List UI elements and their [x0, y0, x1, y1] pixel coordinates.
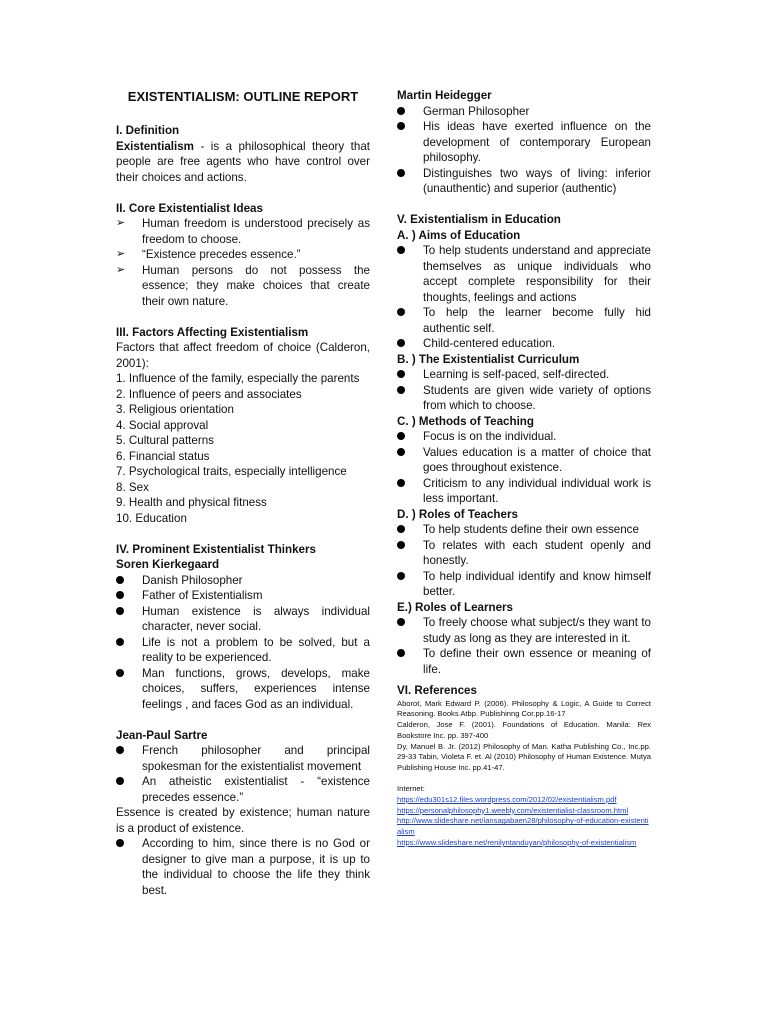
- bullet-icon: [397, 367, 413, 383]
- list-item: Learning is self-paced, self-directed.: [397, 367, 651, 383]
- bullet-icon: [397, 569, 413, 585]
- methods-heading: C. ) Methods of Teaching: [397, 414, 534, 428]
- thinker-sartre-name: Jean-Paul Sartre: [116, 728, 208, 742]
- reference-entry: Aborot, Mark Edward P. (2006). Philosophy & Logic, A Guide to Correct Reasoning. Books Atbp. Publishinng Cor.pp.16-17: [397, 698, 651, 719]
- right-column: [397, 88, 651, 849]
- reference-entry: Dy, Manuel B. Jr. (2012) Philosophy of Man. Katha Publishing Co., Inc.pp. 29-33 Tabin, Violeta F. et. Al (2010) Philosophy of Human Existence. Mutya Publishing House Inc. pp.41-47.: [397, 741, 651, 773]
- list-item: ➢ “Existence precedes essence.”: [116, 248, 301, 261]
- definition-text: - is a philosophical theory that people are free agents who have control over their choices and actions.: [116, 139, 370, 184]
- list-item: German Philosopher: [397, 104, 651, 120]
- list-item: Father of Existentialism: [116, 588, 370, 604]
- sartre-list: [116, 743, 370, 805]
- bullet-icon: [397, 119, 413, 135]
- list-item: Man functions, grows, develops, make choices, suffers, experiences intense feelings , and faces God as an individual.: [116, 666, 370, 713]
- bullet-icon: [397, 429, 413, 445]
- bullet-icon: [116, 588, 132, 604]
- list-item: 8. Sex: [116, 480, 149, 494]
- bullet-icon: [397, 383, 413, 399]
- bullet-icon: [397, 166, 413, 182]
- list-item: 2. Influence of peers and associates: [116, 387, 302, 401]
- definition-paragraph: [116, 139, 370, 186]
- aims-heading: A. ) Aims of Education: [397, 228, 521, 242]
- list-item: ➢ Human freedom is understood precisely as freedom to choose.: [116, 217, 370, 246]
- bullet-icon: [116, 836, 132, 852]
- internet-label: Internet:: [397, 784, 425, 794]
- reference-link[interactable]: https://edu301s12.files.wordpress.com/2012/02/existentialism.pdf: [397, 794, 617, 804]
- reference-entry: Calderon, Jose F. (2001). Foundations of Education. Manila: Rex Bookstore Inc. pp. 397-400: [397, 720, 651, 740]
- list-item: ➢ Human persons do not possess the essence; they make choices that create their own nature.: [116, 263, 370, 308]
- list-item: 5. Cultural patterns: [116, 434, 214, 447]
- list-item: 3. Religious orientation: [116, 403, 234, 416]
- list-item: Human existence is always individual character, never social.: [116, 604, 370, 635]
- bullet-icon: [397, 305, 413, 321]
- list-item: To freely choose what subject/s they want to study as long as they are interested in it.: [397, 615, 651, 646]
- bullet-icon: [397, 476, 413, 492]
- list-item: According to him, since there is no God or designer to give man a purpose, it is up to the individual to choose the life they think best.: [116, 836, 370, 898]
- list-item: 1. Influence of the family, especially the parents: [116, 372, 360, 385]
- reference-link[interactable]: http://www.slideshare.net/iansagabaen28/philosophy-of-education-existentialism: [397, 816, 649, 837]
- list-item: To help students define their own essence: [397, 522, 651, 538]
- bullet-icon: [116, 774, 132, 790]
- bullet-icon: [397, 538, 413, 554]
- kierkegaard-list: [116, 573, 370, 713]
- list-item: To relates with each student openly and honestly.: [397, 538, 651, 569]
- curriculum-heading: B. ) The Existentialist Curriculum: [397, 352, 580, 366]
- bullet-icon: [397, 646, 413, 662]
- definition-term: Existentialism: [116, 139, 194, 153]
- core-ideas-list: [116, 216, 370, 309]
- bullet-icon: [116, 743, 132, 759]
- aims-list: [397, 243, 651, 352]
- section-education-heading: V. Existentialism in Education: [397, 213, 561, 226]
- section-references-heading: VI. References: [397, 684, 477, 697]
- list-item: To help individual identify and know himself better.: [397, 569, 651, 600]
- heidegger-list: [397, 104, 651, 197]
- list-item: French philosopher and principal spokesman for the existentialist movement: [116, 743, 370, 774]
- list-item: Distinguishes two ways of living: inferior (unauthentic) and superior (authentic): [397, 166, 651, 197]
- document-title: EXISTENTIALISM: OUTLINE REPORT: [127, 89, 359, 104]
- list-item: Danish Philosopher: [116, 573, 370, 589]
- reference-link[interactable]: https://www.slideshare.net/renilyntanduyan/philosophy-of-existentialism: [397, 838, 637, 848]
- list-item: His ideas have exerted influence on the development of contemporary European philosophy.: [397, 119, 651, 166]
- list-item: 10. Education: [116, 511, 187, 525]
- list-item: To define their own essence or meaning of life.: [397, 646, 651, 677]
- bullet-icon: [397, 445, 413, 461]
- list-item: 4. Social approval: [116, 418, 209, 432]
- list-item: Focus is on the individual.: [397, 429, 651, 445]
- methods-list: [397, 429, 651, 507]
- list-item: To help the learner become fully hid authentic self.: [397, 305, 651, 336]
- arrow-bullet-icon: ➢: [116, 248, 126, 260]
- list-item: Child-centered education.: [397, 336, 651, 352]
- section-core-ideas-heading: II. Core Existentialist Ideas: [116, 201, 263, 215]
- list-item: Criticism to any individual individual work is less important.: [397, 476, 651, 507]
- arrow-bullet-icon: ➢: [116, 263, 126, 276]
- sartre-paragraph: Essence is created by existence; human nature is a product of existence.: [116, 806, 370, 835]
- bullet-icon: [397, 522, 413, 538]
- list-item: Values education is a matter of choice that goes throughout existence.: [397, 445, 651, 476]
- sartre-list-2: [116, 836, 370, 898]
- thinker-kierkegaard-name: Soren Kierkegaard: [116, 558, 220, 571]
- bullet-icon: [397, 243, 413, 259]
- list-item: 6. Financial status: [116, 449, 210, 463]
- learners-list: [397, 615, 651, 677]
- learners-heading: E.) Roles of Learners: [397, 600, 513, 614]
- left-column: [116, 88, 370, 898]
- bullet-icon: [116, 666, 132, 682]
- list-item: 7. Psychological traits, especially intelligence: [116, 465, 347, 478]
- section-definition-heading: I. Definition: [116, 124, 180, 137]
- bullet-icon: [116, 573, 132, 589]
- curriculum-list: [397, 367, 651, 414]
- thinker-heidegger-name: Martin Heidegger: [397, 89, 492, 102]
- arrow-bullet-icon: ➢: [116, 217, 126, 229]
- bullet-icon: [397, 336, 413, 352]
- factors-list: [116, 371, 370, 526]
- bullet-icon: [116, 635, 132, 651]
- teachers-list: [397, 522, 651, 600]
- factors-intro: Factors that affect freedom of choice (Calderon, 2001):: [116, 341, 370, 370]
- bullet-icon: [116, 604, 132, 620]
- teachers-heading: D. ) Roles of Teachers: [397, 507, 518, 521]
- list-item: Students are given wide variety of options from which to choose.: [397, 383, 651, 414]
- list-item: 9. Health and physical fitness: [116, 496, 267, 509]
- section-factors-heading: III. Factors Affecting Existentialism: [116, 325, 309, 339]
- list-item: An atheistic existentialist - “existence precedes essence.”: [116, 774, 370, 805]
- list-item: Life is not a problem to be solved, but a reality to be experienced.: [116, 635, 370, 666]
- list-item: To help students understand and appreciate themselves as unique individuals who accept complete responsibility for their thoughts, feelings and actions: [397, 243, 651, 305]
- section-thinkers-heading: IV. Prominent Existentialist Thinkers: [116, 542, 316, 556]
- bullet-icon: [397, 615, 413, 631]
- bullet-icon: [397, 104, 413, 120]
- reference-link[interactable]: https://personalphilosophy1.weebly.com/existentialist-classroom.html: [397, 805, 629, 815]
